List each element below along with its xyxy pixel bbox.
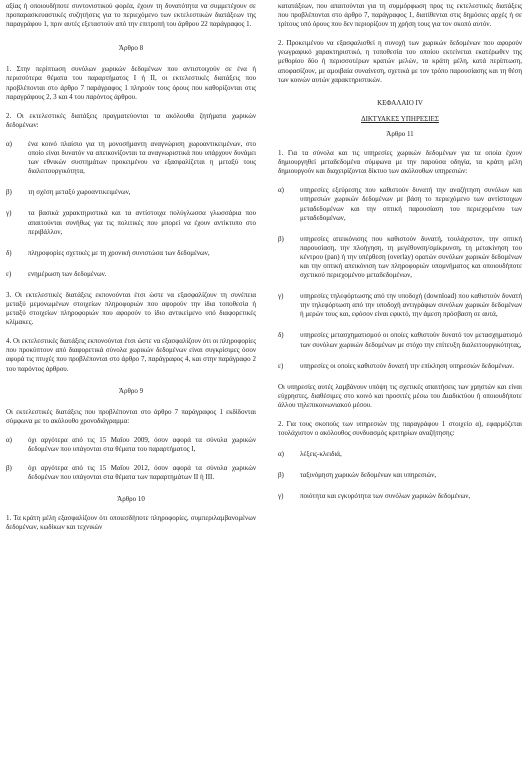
article-8-heading: Άρθρο 8: [118, 44, 144, 53]
article-11-services-note: Οι υπηρεσίες αυτές λαμβάνουν υπόψη τις σχετικές απαιτήσεις των χρηστών και είναι εύχρηστες, διαθέσιμες στο κοινό και προσιτές μέσω του Διαδικτύου ή οποιουδήποτε άλλου τηλεπικοινωνιακού μέσου.: [278, 382, 522, 409]
list-item-text: υπηρεσίες τηλεφόρτωσης από την υποδοχή (download) που καθιστούν δυνατή την τηλεφόρτωση από την υποδοχή αντιγράφων συνόλων χωρικών δεδομένων ή μερών τους και, εφόσον είναι εφικτό, την άμεση πρόσβαση σε αυτά,: [300, 292, 522, 319]
article-8-paragraph-4: 4. Οι εκτελεστικές διατάξεις εκπονούνται έτσι ώστε να εξασφαλίζουν ότι οι πληροφορίες που προκύπτουν από διαφορετικά σύνολα χωρικών δεδομένων είναι συγκρίσιμες όσον αφορά τις πτυχές που προβλέπονται στο άρθρο 7, παράγραφος 4, και στην παράγραφο 2 του παρόντος άρθρου.: [6, 337, 257, 373]
list-item: [278, 492, 522, 501]
chapter-number: ΚΕΦΑΛΑΙΟ IV: [377, 98, 423, 107]
chapter-title: ΔΙΚΤΥΑΚΕΣ ΥΠΗΡΕΣΙΕΣ: [361, 114, 439, 123]
list-item: [6, 140, 256, 176]
list-item-label: α): [278, 186, 284, 195]
list-item-text: πληροφορίες σχετικές με τη χρονική συνιστώσα των δεδομένων,: [28, 248, 210, 257]
list-item-label: α): [6, 139, 12, 148]
list-item-text: υπηρεσίες οι οποίες καθιστούν δυνατή την επίκληση υπηρεσιών δεδομένων.: [300, 361, 515, 370]
left-column: [6, 2, 256, 533]
article-8-paragraph-2: 2. Οι εκτελεστικές διατάξεις πραγματεύονται τα ακόλουθα ζητήματα χωρικών δεδομένων:: [6, 111, 256, 129]
article-9-paragraph: Οι εκτελεστικές διατάξεις που προβλέπονται στο άρθρο 7 παράγραφος 1 εκδίδονται σύμφωνα με το ακόλουθο χρονοδιάγραμμα:: [6, 407, 256, 425]
list-item-text: υπηρεσίες μετασχηματισμού οι οποίες καθιστούν δυνατό τον μετασχηματισμό των συνόλων χωρικών δεδομένων με στόχο την επίτευξη διαλειτουργικότητας,: [300, 331, 522, 349]
list-item-label: δ): [278, 331, 284, 340]
article-8-paragraph-1: 1. Στην περίπτωση συνόλων χωρικών δεδομένων που αντιστοιχούν σε ένα ή περισσότερα θέματα του παραρτήματος I ή II, οι εκτελεστικές διατάξεις που προβλέπονται στο άρθρο 7 παράγραφος 1 πληρούν τους όρους που καθορίζονται στις παραγράφους 2, 3 και 4 του παρόντος άρθρου.: [6, 65, 256, 101]
list-item: [278, 362, 522, 371]
list-item-text: όχι αργότερα από τις 15 Μαΐου 2009, όσον αφορά τα σύνολα χωρικών δεδομένων που υπάγονται στα θέματα του παραρτήματος I,: [28, 435, 256, 453]
article-9-heading: Άρθρο 9: [118, 386, 144, 395]
article-10-heading: Άρθρο 10: [117, 495, 145, 504]
list-item-label: ε): [6, 269, 12, 278]
list-item-label: α): [6, 435, 12, 444]
article-10-paragraph-1: 1. Τα κράτη μέλη εξασφαλίζουν ότι οποιεσδήποτε πληροφορίες, συμπεριλαμβανομένων δεδομένων, κωδίκων και τεχνικών: [6, 514, 256, 532]
article-10-paragraph-2: 2. Προκειμένου να εξασφαλισθεί η συνοχή των χωρικών δεδομένων που αφορούν γεωγραφικό χαρακτηριστικό, η τοποθεσία του οποίου εκτείνεται εκατέρωθεν της μεθορίου δύο ή περισσοτέρων κρατών μελών, τα κράτη μέλη, κατά περίπτωση, αποφασίζουν, με αμοιβαία συναίνεση, σχετικά με τον τρόπο παρουσίασης και τη θέση των κοινών αυτών χαρακτηριστικών.: [278, 39, 522, 84]
list-item: [278, 471, 522, 480]
list-item: [6, 270, 256, 279]
list-item: [6, 188, 256, 197]
list-item-text: τη σχέση μεταξύ χωροαντικειμένων,: [28, 188, 131, 197]
list-item-text: υπηρεσίες απεικόνισης που καθιστούν δυνατή, τουλάχιστον, την οπτική παρουσίαση, την πλοήγηση, τη μεγέθυνση/σμίκρυνση, τη μετακίνηση του κέντρου (pan) ή την υπέρθεση (overlay) ορατών συνόλων χωρικών δεδομένων και την οπτική απεικόνιση των πληροφοριών υπομνήματος και οποιουδήποτε σχετικού περιεχομένου μεταδεδομένων,: [300, 234, 522, 280]
list-item-text: ποιότητα και εγκυρότητα των συνόλων χωρικών δεδομένων,: [300, 492, 471, 501]
list-item: [6, 464, 256, 482]
article-11-heading: Άρθρο 11: [386, 129, 414, 138]
list-item: [278, 186, 522, 222]
right-intro-paragraph: κατατάξεων, που απαιτούνται για τη συμμόρφωση προς τις εκτελεστικές διατάξεις που προβλέπονται στο άρθρο 7, παράγραφος 1, διατίθενται στις δημόσιες αρχές ή σε τρίτους υπό όρους που δεν περιορίζουν τη χρήση τους για τον σκοπό αυτόν.: [278, 2, 522, 29]
list-item: [278, 450, 522, 459]
list-item-label: γ): [6, 209, 12, 218]
list-item-label: ε): [278, 361, 284, 370]
list-item-text: λέξεις-κλειδιά,: [300, 450, 342, 459]
list-item-label: β): [6, 188, 12, 197]
list-item: [6, 436, 256, 454]
list-item-label: γ): [278, 292, 284, 301]
list-item-text: όχι αργότερα από τις 15 Μαΐου 2012, όσον αφορά τα σύνολα χωρικών δεδομένων που υπάγονται στα θέματα των παραρτημάτων II ή III.: [28, 464, 256, 482]
left-intro-paragraph: αξίας ή οποιουδήποτε συντονιστικού φορέα, έχουν τη δυνατότητα να συμμετέχουν σε προπαρασκευαστικές συζητήσεις για το περιεχόμενο των εκτελεστικών διατάξεων της παραγράφου 1, πριν αυτές εξεταστούν από την επιτροπή του άρθρου 22 παράγραφος 1.: [6, 2, 256, 29]
article-11-paragraph-2: 2. Για τους σκοπούς των υπηρεσιών της παραγράφου 1 στοιχείο α), εφαρμόζεται τουλάχιστον ο ακόλουθος συνδυασμός κριτηρίων αναζήτησης:: [278, 420, 522, 438]
list-item-label: β): [278, 471, 284, 480]
list-item: [278, 235, 522, 280]
list-item-label: β): [6, 464, 12, 473]
list-item-text: υπηρεσίες εξεύρεσης που καθιστούν δυνατή την αναζήτηση συνόλων και υπηρεσιών χωρικών δεδομένων με βάση το περιεχόμενο των αντίστοιχων μεταδεδομένων και την οπτική παρουσίαση του περιεχομένου των μεταδεδομένων,: [300, 186, 522, 222]
list-item-text: ένα κοινό πλαίσιο για τη μονοσήμαντη αναγνώριση χωροαντικειμένων, στο οποίο είναι δυνατόν να απεικονίζονται τα αναγνωριστικά που υπάρχουν δυνάμει των εθνικών συστημάτων προκειμένου να εξασφαλίζεται η μεταξύ τους διαλειτουργικότητα,: [28, 139, 256, 176]
list-item-label: β): [278, 234, 284, 243]
list-item-text: ταξινόμηση χωρικών δεδομένων και υπηρεσιών,: [300, 471, 437, 480]
article-8-paragraph-3: 3. Οι εκτελεστικές διατάξεις εκπονούνται έτσι ώστε να εξασφαλίζουν τη συνέπεια μεταξύ μεμονωμένων στοιχείων πληροφοριών που αφορούν την ίδια τοποθεσία ή μεταξύ στοιχείων πληροφοριών που αφορούν το ίδιο αντικείμενο υπό διαφορετικές κλίμακες.: [6, 290, 256, 327]
list-item: [6, 209, 256, 236]
list-item-text: τα βασικά χαρακτηριστικά και τα αντίστοιχα πολύγλωσσα γλωσσάρια που απαιτούνται συνήθως για τις πολιτικές που μπορεί να έχουν αντίκτυπο στο περιβάλλον,: [28, 209, 256, 236]
list-item-label: δ): [6, 248, 12, 257]
list-item-text: ενημέρωση των δεδομένων.: [28, 269, 107, 278]
right-column: [278, 2, 522, 501]
list-item: [278, 331, 522, 349]
list-item: [278, 292, 522, 319]
list-item-label: γ): [278, 492, 284, 501]
article-11-paragraph-1: 1. Για τα σύνολα και τις υπηρεσίες χωρικών δεδομένων για τα οποία έχουν δημιουργηθεί μεταδεδομένα σύμφωνα με την παρούσα οδηγία, τα κράτη μέλη δημιουργούν και διαχειρίζονται δίκτυο των ακόλουθων υπηρεσιών:: [278, 149, 522, 176]
list-item: [6, 249, 256, 258]
list-item-label: α): [278, 450, 284, 459]
